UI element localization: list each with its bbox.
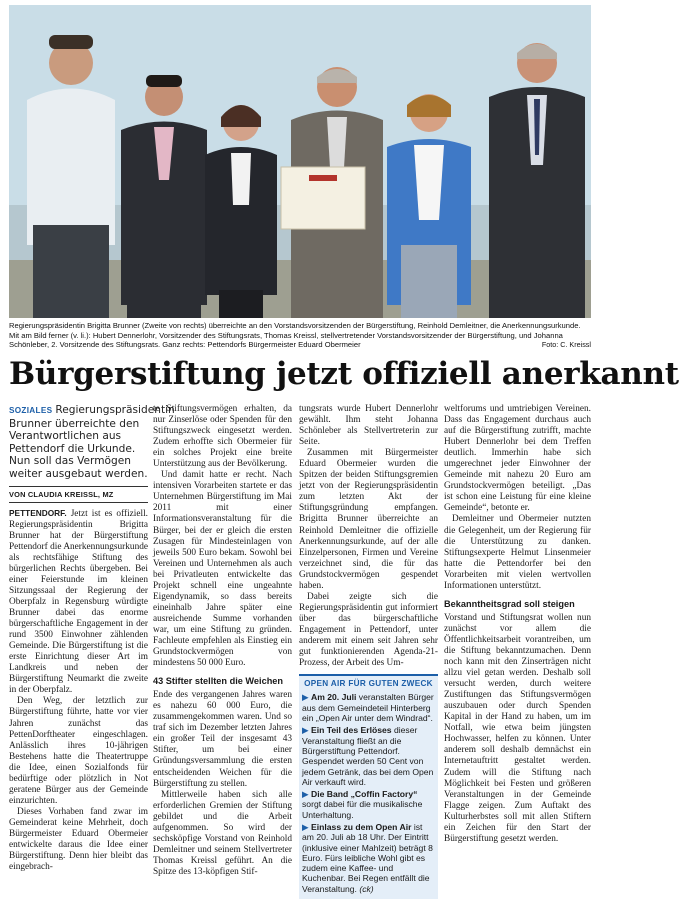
info-box — [299, 674, 438, 899]
article-column-1 — [9, 404, 175, 873]
paragraph: Ende des vergangenen Jahres waren es nahezu 60 000 Euro, die zusammengekommen waren. Und so traf sich im Dezember letzten Jahres ein großer Teil der insgesamt 43 Stifter, um bei einer Gründungsversammlung die ersten entscheidenden Weichen für die Bürgerstiftung zu stellen. — [153, 690, 292, 789]
arrow-icon: ▶ — [302, 692, 309, 703]
paragraph: weltforums und umtriebigen Vereinen. Dass das Engagement durchaus auch auf die Bürgerstiftung zutrifft, machte Hubert Dennerlohr bei dem Treffen deutlich. Immerhin habe sich umgerechnet jeder Einwohner der Gemeinde mit nahezu 20 Euro am Grundstockvermögen beteiligt. „Das ist schon eine Leistung für eine kleine Gemeinde“, betonte er. — [444, 404, 591, 514]
info-item-bold: Die Band „Coffin Factory“ — [311, 789, 418, 800]
paragraph: Demleitner und Obermeier nutzten die Gelegenheit, um der Regierung für die Unterstützung zu danken. Stiftungsexperte Helmut Linsenmeier hatte die Pettendorfer bei den Vorarbeiten mit vielen wertvollen Informationen unterstützt. — [444, 514, 591, 591]
lead-text: Regierungspräsidentin Brunner überreichte den Verantwortlichen aus Pettendorf die Urkunde. Nun soll das Vermögen weiter ausgebaut werden. — [9, 404, 175, 480]
info-item-bold: Ein Teil des Erlöses — [311, 725, 392, 736]
kicker: SOZIALES — [9, 406, 53, 415]
info-item — [302, 692, 435, 723]
info-item-text: sorgt dabei für die musikalische Unterhaltung. — [302, 799, 423, 820]
paragraph: Dabei zeigte sich die Regierungspräsidentin gut informiert über das bürgerschaftliche Engagement in Pettendorf, unter anderem mit einem seit Jahren sehr gut funktionierenden Agenda-21-Prozess, der Arbeit des Um- — [299, 591, 438, 669]
info-item — [302, 822, 435, 894]
photo-caption — [9, 321, 591, 350]
subheading: Bekanntheitsgrad soll steigen — [444, 598, 575, 609]
article-column-2 — [153, 404, 292, 878]
article-lead — [9, 404, 175, 481]
group-photo — [9, 5, 591, 318]
arrow-icon: ▶ — [302, 821, 309, 832]
caption-text: Regierungspräsidentin Brigitta Brunner (Zweite von rechts) überreichte an den Vorstandsvorsitzenden der Bürgerstiftung, Reinhold Demleitner, die Anerkennungsurkunde. Mit am Bild ferner (v. li.): Hubert Dennerlohr, Vorsitzender des Stiftungsrats, Thomas Kreissl, stellvertretender Vorstandsvorsitzender der Bürgerstiftung, und Johanna Schönleber, 2. Vorsitzende des Stiftungsrats. Ganz rechts: Pettendorfs Bürgermeister Eduard Obermeier — [9, 321, 581, 350]
byline: VON CLAUDIA KREISSL, MZ — [9, 486, 148, 503]
info-item-bold: Am 20. Juli — [311, 692, 357, 703]
paragraph: Mittlerweile haben sich alle erforderlichen Gremien der Stiftung gebildet und die Arbeit aufgenommen. So wird der sechsköpfige Vorstand von Reinhold Demleitner und seinem Stellvertreter Thomas Kreissl geführt. An die Spitze des 13-köpfigen Stif- — [153, 789, 292, 877]
headline: Bürgerstiftung jetzt offiziell anerkannt — [9, 356, 679, 392]
info-item — [302, 789, 435, 820]
subheading: 43 Stifter stellten die Weichen — [153, 676, 284, 687]
arrow-icon: ▶ — [302, 725, 309, 736]
arrow-icon: ▶ — [302, 789, 309, 800]
article-column-3 — [299, 404, 438, 899]
paragraph: Dieses Vorhaben fand zwar im Gemeinderat keine Mehrheit, doch Bürgermeister Eduard Obermeier entwickelte daraus die Idee einer Bürgerstiftung. Denn hier bleibt das eingebrach- — [9, 806, 148, 873]
paragraph: tungsrats wurde Hubert Dennerlohr gewählt. Ihm steht Johanna Schönleber als Stellvertreterin zur Seite. — [299, 404, 438, 448]
article-column-4 — [444, 404, 591, 845]
photo-illustration — [9, 5, 591, 318]
info-item-text: ist am 20. Juli ab 18 Uhr. Der Eintritt (inklusive einer Mahlzeit) beträgt 8 Euro. Fürs leibliche Wohl gibt es zudem eine Kaffee- und Kuchenbar. Bei Regen entfällt die Veranstaltung. — [302, 821, 433, 894]
paragraph: Zusammen mit Bürgermeister Eduard Obermeier wurden die Spitzen der beiden Stiftungsgremien jetzt von der Regierungspräsidentin zum letzten Akt der Stiftungsgründung empfangen. Brigitta Brunner überreichte an Reinhold Demleitner die offizielle Anerkennungsurkunde, auf der alle Einzelpersonen, Firmen und Vereine verzeichnet sind, die für das Grundstockvermögen gespendet haben. — [299, 448, 438, 591]
dateline: PETTENDORF. — [9, 507, 67, 518]
photo-credit: Foto: C. Kreissl — [541, 340, 591, 350]
info-item-bold: Einlass zu dem Open Air — [311, 821, 412, 832]
info-box-title: OPEN AIR FÜR GUTEN ZWECK — [304, 679, 433, 689]
paragraph: te Stiftungsvermögen erhalten, da nur Zinserlöse oder Spenden für den Stiftungszweck eingesetzt werden. Zudem erhoffte sich Obermeier für ein solches Projekt eine breite Unterstützung aus der Bevölkerung. — [153, 404, 292, 470]
info-item-text: dieser Veranstaltung fließt an die Bürgerstiftung Pettendorf. Gespendet werden 50 Cent von jedem Getränk, das bei dem Open Air verkauft wird. — [302, 725, 434, 787]
info-item-text: veranstalten Bürger aus dem Gemeindeteil Hinterberg ein „Open Air unter dem Windrad“. — [302, 692, 434, 724]
paragraph: Und damit hatte er recht. Nach intensiven Vorarbeiten startete er das Unternehmen Bürgerstiftung im Mai 2011 mit einer Informationsveranstaltung für die Bürger, bei der er gleich die ersten Zusagen für Mindesteinlagen von jeweils 500 Euro bekam. Sowohl bei Vereinen und Unternehmen als auch bei Privatleuten entwickelte das Projekt schnell eine ungeahnte Eigendynamik, so dass bereits eineinhalb Jahre später eine ausreichende Summe vorhanden war, um eine Stiftung zu gründen. Fachleute empfehlen als Einstieg ein Grundstockvermögen von mindestens 50 000 Euro. — [153, 470, 292, 669]
paragraph: Den Weg, der letztlich zur Bürgerstiftung führte, hatte vor vier Jahren zunächst das PettenDorftheater eingeschlagen. Anlässlich ihres 10-jährigen Bestehens hatte die Theatertruppe die Idee, einen Sozialfonds für bedürftige oder plötzlich in Not geratene Bürger aus der Gemeinde einzurichten. — [9, 696, 148, 806]
paragraph: Vorstand und Stiftungsrat wollen nun zunächst vor allem die Öffentlichkeitsarbeit vorantreiben, um die Stiftung bekanntzumachen. Denn noch kann mit den Zinserträgen nicht allzu viel getan werden. Deshalb soll versucht werden, durch weitere Zustiftungen das Stiftungsvermögen auszubauen oder durch Spenden Kapital in der Hand zu haben, um im Notfall, wie etwa beim jüngsten Hochwasser, helfen zu können. Unter anderem soll deshalb demnächst ein Internetauftritt gestaltet werden. Zudem will die Stiftung nach Möglichkeit bei Festen und größeren Veranstaltungen in der Gemeinde Flagge zeigen. Zum Auftakt des Kulturherbstes soll mit allen Stiftern ein Zeichen für den Start der Bürgerstiftung gesetzt werden. — [444, 612, 591, 844]
info-sign: (ck) — [359, 883, 374, 894]
info-item — [302, 725, 435, 787]
paragraph — [9, 508, 148, 697]
paragraph-text: Jetzt ist es offiziell. Regierungspräsidentin Brigitta Brunner hat der Bürgerstiftung Pettendorf die Anerkennungsurkunde als rechtsfähige Stiftung des bürgerlichen Rechts übergeben. Bei einer Feierstunde im kleinen Sitzungssaal der Regierung der Oberpfalz in Regensburg würdigte Brunner dabei das enorme bürgerschaftliche Engagement in der rund 3500 Einwohner zählenden Gemeinde. Die Bürgerstiftung ist die erste Einrichtung dieser Art im Landkreis und neben der Bürgerstiftung Neumarkt die zweite in der Oberpfalz. — [9, 508, 148, 696]
